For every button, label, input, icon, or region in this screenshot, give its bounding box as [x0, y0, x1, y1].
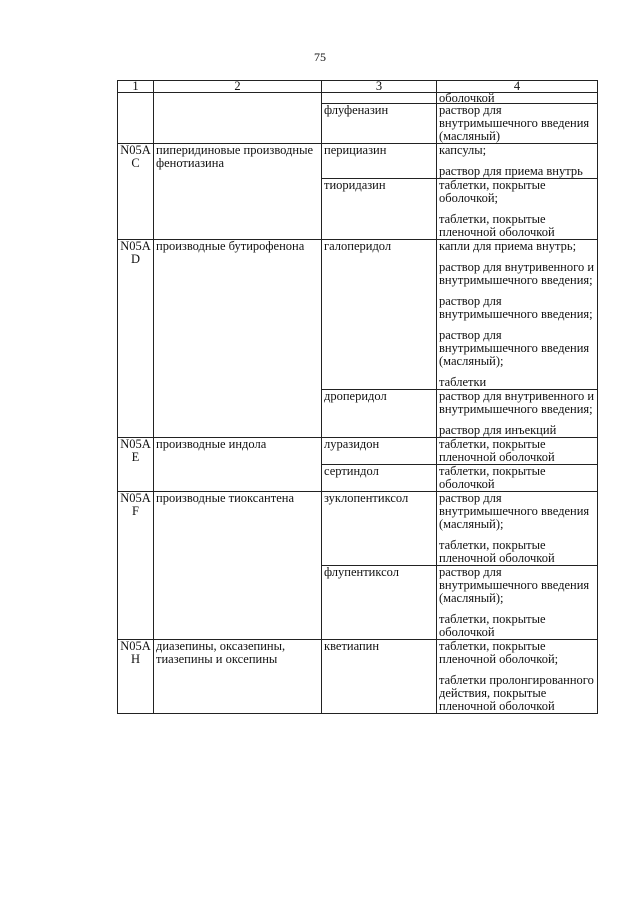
- atc-code-part: F: [132, 504, 139, 518]
- continuation-row: [118, 93, 598, 104]
- atc-code: [118, 438, 154, 492]
- atc-code: [118, 144, 154, 240]
- dosage-form: таблетки пролонгированного действия, покрытые пленочной оболочкой: [439, 673, 594, 713]
- dosage-forms-cell: [437, 390, 598, 438]
- atc-code-part: N05A: [120, 239, 151, 253]
- dosage-forms-cell: [437, 465, 598, 492]
- table-row: [118, 640, 598, 714]
- table-row: [118, 492, 598, 566]
- dosage-forms-cell: [437, 179, 598, 240]
- atc-code-part: N05A: [120, 491, 151, 505]
- atc-code-part: N05A: [120, 143, 151, 157]
- atc-code-part: E: [131, 450, 140, 464]
- dosage-form: раствор для внутримышечного введения (масляный);: [439, 565, 590, 605]
- header-col-4: 4: [437, 81, 598, 93]
- dosage-form: таблетки, покрытые пленочной оболочкой: [439, 437, 555, 464]
- dosage-form: таблетки: [439, 375, 487, 389]
- drug-name: зуклопентиксол: [322, 492, 437, 566]
- dosage-forms-cell: [437, 104, 598, 144]
- drug-table: [117, 80, 598, 714]
- dosage-form: таблетки, покрытые пленочной оболочкой: [439, 212, 555, 239]
- atc-code: [118, 640, 154, 714]
- atc-code: [118, 240, 154, 438]
- page-number: 75: [314, 50, 326, 64]
- dosage-form: капли для приема внутрь;: [439, 239, 577, 253]
- dosage-form: раствор для инъекций: [439, 423, 557, 437]
- dosage-form: раствор для внутривенного и внутримышечного введения;: [439, 389, 595, 416]
- atc-code: [118, 492, 154, 640]
- atc-code-part: N05A: [120, 437, 151, 451]
- dosage-form: раствор для внутримышечного введения (масляный);: [439, 491, 590, 531]
- drug-name: луразидон: [322, 438, 437, 465]
- drug-name: флупентиксол: [322, 566, 437, 640]
- table-body: [118, 93, 598, 714]
- drug-name: галоперидол: [322, 240, 437, 390]
- header-row: [118, 81, 598, 93]
- dosage-form: таблетки, покрытые оболочкой: [439, 464, 546, 491]
- table-row: [118, 240, 598, 390]
- dosage-forms-cell: [437, 240, 598, 390]
- dosage-form: таблетки, покрытые оболочкой;: [439, 178, 546, 205]
- header-col-2: 2: [154, 81, 322, 93]
- drug-name: флуфеназин: [322, 104, 437, 144]
- code-cell: [118, 93, 154, 144]
- drug-name: [322, 93, 437, 104]
- dosage-form: раствор для внутримышечного введения (масляный);: [439, 328, 590, 368]
- dosage-form: раствор для приема внутрь: [439, 164, 583, 178]
- dosage-form: таблетки, покрытые пленочной оболочкой: [439, 538, 555, 565]
- atc-code-part: N05A: [120, 639, 151, 653]
- drug-name: тиоридазин: [322, 179, 437, 240]
- atc-code-part: C: [131, 156, 140, 170]
- table-row: [118, 438, 598, 465]
- drug-name: перициазин: [322, 144, 437, 179]
- drug-name: сертиндол: [322, 465, 437, 492]
- table-header: [118, 81, 598, 93]
- table-row: [118, 144, 598, 179]
- header-col-3: 3: [322, 81, 437, 93]
- dosage-form: капсулы;: [439, 143, 487, 157]
- group-description: производные индола: [154, 438, 322, 492]
- dosage-forms-cell: [437, 492, 598, 566]
- dosage-forms-cell: [437, 438, 598, 465]
- group-description: пиперидиновые производные фенотиазина: [154, 144, 322, 240]
- dosage-forms-cell: оболочкой: [437, 93, 598, 104]
- group-description: диазепины, оксазепины, тиазепины и оксепины: [154, 640, 322, 714]
- atc-code-part: H: [130, 652, 141, 666]
- dosage-forms-cell: [437, 144, 598, 179]
- dosage-form: таблетки, покрытые оболочкой: [439, 612, 546, 639]
- group-description: [154, 93, 322, 144]
- dosage-forms-cell: [437, 566, 598, 640]
- dosage-form: раствор для внутривенного и внутримышечного введения;: [439, 260, 595, 287]
- dosage-form: таблетки, покрытые пленочной оболочкой;: [439, 639, 559, 666]
- dosage-form: раствор для внутримышечного введения (масляный): [439, 103, 590, 143]
- drug-name: дроперидол: [322, 390, 437, 438]
- dosage-forms-cell: [437, 640, 598, 714]
- dosage-form: раствор для внутримышечного введения;: [439, 294, 593, 321]
- group-description: производные бутирофенона: [154, 240, 322, 438]
- header-col-1: 1: [118, 81, 154, 93]
- drug-name: кветиапин: [322, 640, 437, 714]
- group-description: производные тиоксантена: [154, 492, 322, 640]
- atc-code-part: D: [130, 252, 141, 266]
